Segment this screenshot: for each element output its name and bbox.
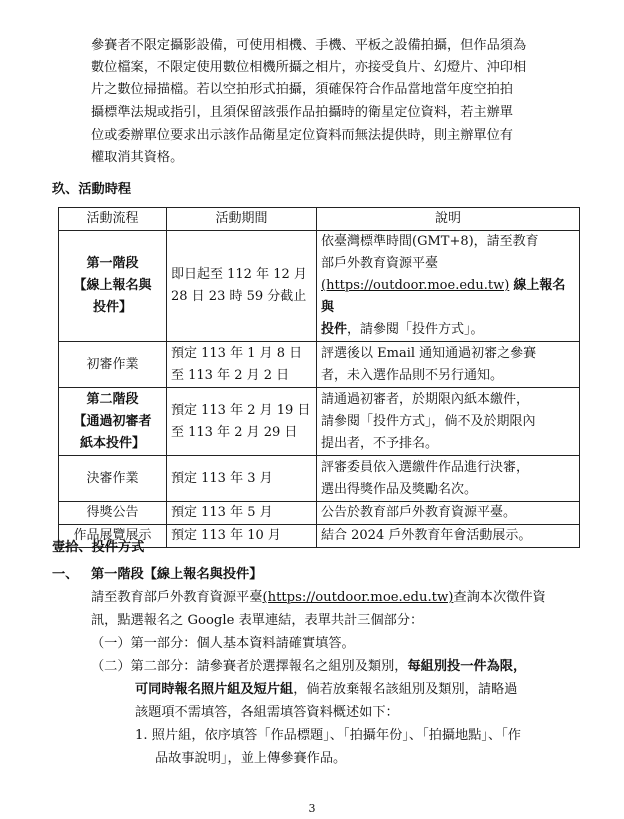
paragraph-line: 訊，點選報名之 Google 表單連結，表單共計三個部分： — [91, 613, 424, 628]
list-item: 1. 照片組，依序填答「作品標題」、「拍攝年份」、「拍攝地點」、「作 — [135, 728, 521, 743]
description-cell: 結合 2024 戶外教育年會活動展示。 — [317, 525, 580, 548]
table-row — [59, 342, 580, 388]
sub-item-2-line: 該題項不需填答，各組需填答資料概述如下： — [135, 705, 399, 720]
intro-line: 數位檔案，不限定使用數位相機所攝之相片，亦接受負片、幻燈片、沖印相 — [91, 60, 527, 75]
page-number: 3 — [308, 802, 316, 815]
sub-item-2-line: 可同時報名照片組及短片組，倘若放棄報名該組別及類別，請略過 — [135, 682, 518, 697]
table-row — [59, 456, 580, 502]
description-cell: 請通過初審者，於期限內紙本繳件， 請參閱「投件方式」，倘不及於期限內 提出者，不予排名。 — [317, 388, 580, 456]
sub-item-2: （二）第二部分：請參賽者於選擇報名之組別及類別，每組別投一件為限， — [91, 659, 527, 674]
table-row — [59, 502, 580, 525]
stage-cell: 決審作業 — [59, 456, 167, 502]
schedule-table — [58, 207, 580, 548]
header-cell: 活動流程 — [59, 208, 167, 231]
url-link[interactable]: (https://outdoor.moe.edu.tw) — [321, 278, 510, 293]
header-cell: 說明 — [317, 208, 580, 231]
intro-line: 片之數位掃描檔。若以空拍形式拍攝，須確保符合作品當地當年度空拍拍 — [91, 82, 513, 97]
description-cell: 評審委員依入選繳件作品進行決審， 選出得獎作品及獎勵名次。 — [317, 456, 580, 502]
stage-cell: 第一階段 【線上報名與 投件】 — [59, 231, 167, 342]
period-cell: 預定 113 年 3 月 — [167, 456, 317, 502]
period-cell: 預定 113 年 2 月 19 日 至 113 年 2 月 29 日 — [167, 388, 317, 456]
stage-cell: 得獎公告 — [59, 502, 167, 525]
period-cell: 預定 113 年 1 月 8 日 至 113 年 2 月 2 日 — [167, 342, 317, 388]
header-cell: 活動期間 — [167, 208, 317, 231]
stage-cell: 作品展覽展示 — [59, 525, 167, 548]
description-cell: 公告於教育部戶外教育資源平臺。 — [317, 502, 580, 525]
sub-item-1: （一）第一部分：個人基本資料請確實填答。 — [91, 636, 355, 651]
item-title: 第一階段【線上報名與投件】 — [91, 567, 263, 582]
table-header-row — [59, 208, 580, 231]
list-item-line: 品故事說明」，並上傳參賽作品。 — [155, 751, 347, 766]
intro-line: 參賽者不限定攝影設備，可使用相機、手機、平板之設備拍攝，但作品須為 — [91, 38, 527, 53]
description-cell: 評選後以 Email 通知通過初審之參賽 者，未入選作品則不另行通知。 — [317, 342, 580, 388]
section-heading-submission: 壹拾、投件方式 — [52, 540, 145, 555]
table-row — [59, 231, 580, 342]
period-cell: 預定 113 年 10 月 — [167, 525, 317, 548]
table-row — [59, 388, 580, 456]
intro-line: 位或委辦單位要求出示該作品衛星定位資料而無法提供時，則主辦單位有 — [91, 128, 513, 143]
period-cell: 即日起至 112 年 12 月 28 日 23 時 59 分截止 — [167, 231, 317, 342]
item-number: 一、 — [52, 567, 79, 582]
url-link[interactable]: (https://outdoor.moe.edu.tw) — [262, 590, 454, 605]
description-cell: 依臺灣標準時間(GMT+8)，請至教育 部戶外教育資源平臺 (https://outdoor.moe.edu.tw) 線上報名與 投件，請參閱「投件方式」。 — [317, 231, 580, 342]
stage-cell: 初審作業 — [59, 342, 167, 388]
section-heading-schedule: 玖、活動時程 — [52, 182, 132, 197]
period-cell: 預定 113 年 5 月 — [167, 502, 317, 525]
paragraph-line: 請至教育部戶外教育資源平臺(https://outdoor.moe.edu.tw)查詢本次徵件資 — [91, 590, 546, 605]
intro-line: 權取消其資格。 — [91, 150, 184, 165]
intro-line: 攝標準法規或指引，且須保留該張作品拍攝時的衛星定位資料，若主辦單 — [91, 105, 513, 120]
stage-cell: 第二階段 【通過初審者 紙本投件】 — [59, 388, 167, 456]
